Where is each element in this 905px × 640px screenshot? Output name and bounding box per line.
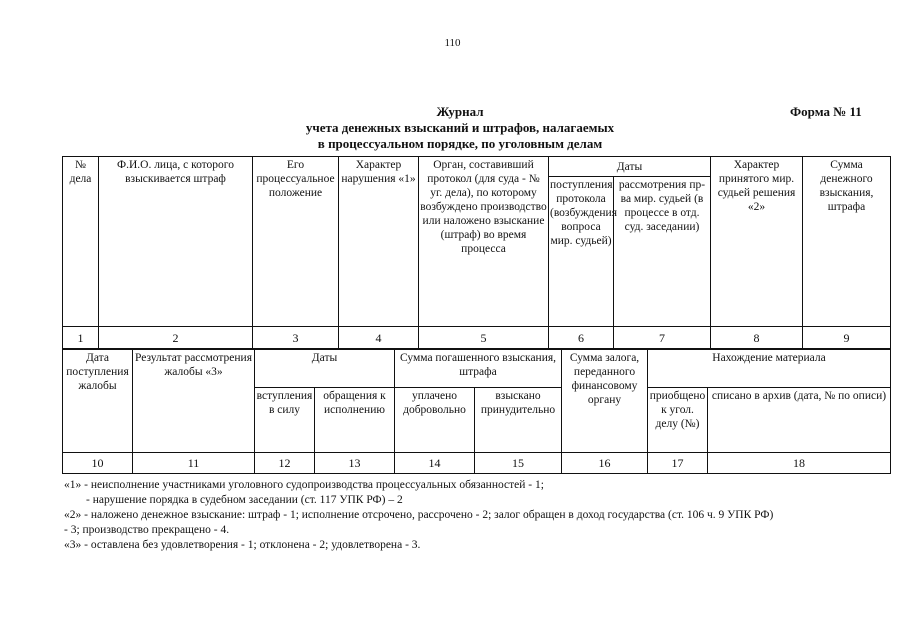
journal-title xyxy=(280,104,640,152)
header-case-number: № дела xyxy=(63,157,99,327)
header-complaint-result: Результат рассмотрения жалобы «3» xyxy=(133,350,255,453)
column-number: 13 xyxy=(315,453,395,474)
column-number: 11 xyxy=(133,453,255,474)
column-number: 3 xyxy=(253,327,339,349)
header-violation-type: Характер нарушения «1» xyxy=(339,157,419,327)
column-number: 7 xyxy=(614,327,711,349)
footnote-2: «2» - наложено денежное взыскание: штраф - 1; исполнение отсрочено, рассрочено - 2; залог обращен в доход государства (ст. 106 ч. 9 УПК РФ) xyxy=(64,509,774,521)
header-material-location: Нахождение материала xyxy=(648,350,891,388)
journal-table-part-1 xyxy=(62,156,891,349)
header-case-reviewed: рассмотрения пр-ва мир. судьей (в процессе в отд. суд. заседании) xyxy=(614,177,711,327)
header-person-name: Ф.И.О. лица, с которого взыскивается штраф xyxy=(99,157,253,327)
column-number: 8 xyxy=(711,327,803,349)
header-effective-date: вступления в силу xyxy=(255,388,315,453)
column-number: 6 xyxy=(549,327,614,349)
form-number: Форма № 11 xyxy=(790,104,862,119)
title-line-3: в процессуальном порядке, по уголовным делам xyxy=(317,136,603,151)
footnote-2-cont: - 3; производство прекращено - 4. xyxy=(64,524,230,536)
footnotes xyxy=(64,478,894,553)
header-decision-type: Характер принятого мир. судьей решения «2» xyxy=(711,157,803,327)
column-number: 15 xyxy=(475,453,562,474)
column-number: 14 xyxy=(395,453,475,474)
column-number: 2 xyxy=(99,327,253,349)
column-number: 16 xyxy=(562,453,648,474)
column-number: 9 xyxy=(803,327,891,349)
title-line-1: Журнал xyxy=(436,104,484,119)
column-number: 12 xyxy=(255,453,315,474)
header-complaint-date: Дата поступления жалобы xyxy=(63,350,133,453)
header-protocol-received: поступления протокола (возбуждения вопроса мир. судьей) xyxy=(549,177,614,327)
footnote-1: «1» - неисполнение участниками уголовного судопроизводства процессуальных обязанностей - 1; xyxy=(64,479,544,491)
column-number: 17 xyxy=(648,453,708,474)
header-archived: списано в архив (дата, № по описи) xyxy=(708,388,891,453)
footnote-1-cont: - нарушение порядка в судебном заседании (ст. 117 УПК РФ) – 2 xyxy=(86,494,403,506)
journal-table-part-2 xyxy=(62,349,891,474)
page-number: 110 xyxy=(444,37,461,49)
header-repaid-amount: Сумма погашенного взыскания, штрафа xyxy=(395,350,562,388)
column-number: 10 xyxy=(63,453,133,474)
title-line-2: учета денежных взысканий и штрафов, налагаемых xyxy=(305,120,615,135)
header-bail-amount: Сумма залога, переданного финансовому органу xyxy=(562,350,648,453)
column-number: 1 xyxy=(63,327,99,349)
header-dates-2: Даты xyxy=(255,350,395,388)
header-protocol-authority: Орган, составивший протокол (для суда - № уг. дела), по которому возбуждено производство или наложено взыскание (штраф) во время процесса xyxy=(419,157,549,327)
header-fine-amount: Сумма денежного взыскания, штрафа xyxy=(803,157,891,327)
header-collected-forcibly: взыскано принудительно xyxy=(475,388,562,453)
header-procedural-status: Его процессуальное положение xyxy=(253,157,339,327)
header-dates: Даты xyxy=(549,157,711,177)
header-attached-to-case: приобщено к угол. делу (№) xyxy=(648,388,708,453)
header-paid-voluntarily: уплачено добровольно xyxy=(395,388,475,453)
column-number: 4 xyxy=(339,327,419,349)
footnote-3: «3» - оставлена без удовлетворения - 1; отклонена - 2; удовлетворена - 3. xyxy=(64,539,421,551)
header-execution-date: обращения к исполнению xyxy=(315,388,395,453)
column-number: 18 xyxy=(708,453,891,474)
column-number: 5 xyxy=(419,327,549,349)
